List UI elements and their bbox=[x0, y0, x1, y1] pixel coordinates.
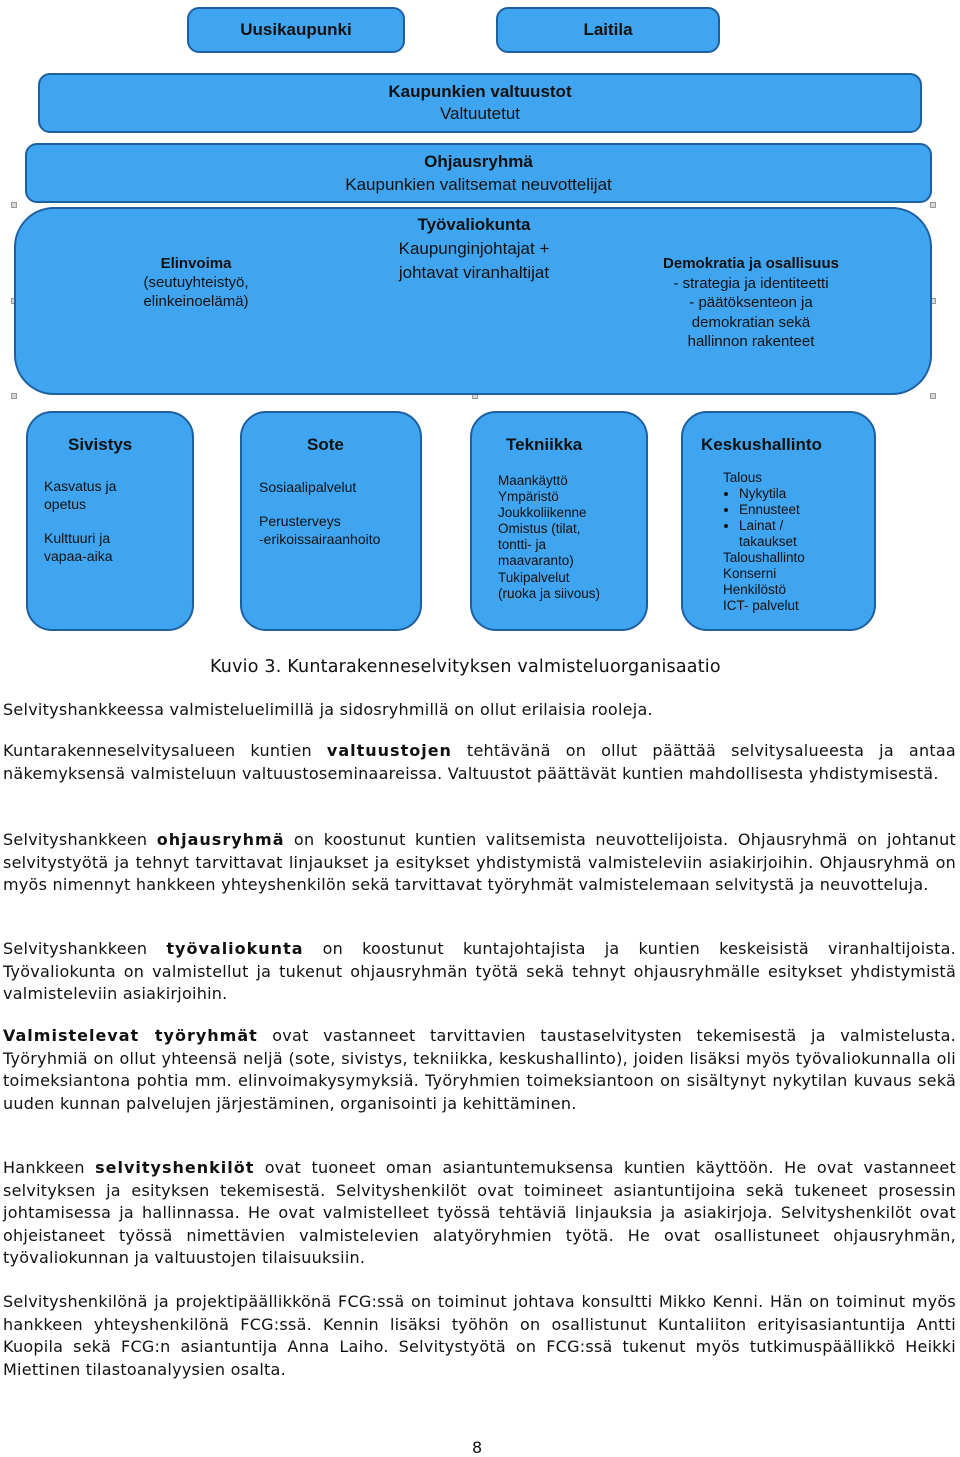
sote-title: Sote bbox=[307, 435, 344, 454]
keskushallinto-line: ICT- palvelut bbox=[723, 598, 799, 613]
figure-caption: Kuvio 3. Kuntarakenneselvityksen valmisteluorganisaatio bbox=[210, 657, 721, 677]
intro-paragraph: Selvityshankkeessa valmisteluelimillä ja sidosryhmillä on ollut erilaisia rooleja. bbox=[3, 700, 653, 719]
tyovaliokunta-box bbox=[14, 207, 932, 395]
keskushallinto-bullets bbox=[723, 486, 805, 534]
sivistys-title: Sivistys bbox=[68, 435, 133, 454]
tyovaliokunta-title: Työvaliokunta bbox=[417, 215, 531, 234]
uusikaupunki-label: Uusikaupunki bbox=[240, 20, 352, 39]
selection-handle bbox=[930, 393, 936, 399]
paragraph-selvityshenkilot bbox=[3, 1157, 956, 1270]
paragraph-tyovaliokunta bbox=[3, 938, 956, 1006]
tekniikka-title: Tekniikka bbox=[506, 435, 583, 454]
keskushallinto-title: Keskushallinto bbox=[701, 435, 822, 454]
paragraph-tyoryhmat bbox=[3, 1025, 956, 1115]
keskushallinto-takaukset: takaukset bbox=[739, 534, 797, 549]
p3-text-c: on koostunut kuntajohtajista ja kuntien keskeisistä viranhaltijoista. Työvaliokunta on valmistellut ja tukenut ohjausryhmän työtä sekä tehnyt ohjausryhmälle esitykset yhdistymistä valmisteleviin asiakirjoihin. bbox=[3, 939, 956, 1004]
keskushallinto-bullet: • Nykytila bbox=[739, 486, 805, 502]
tyovaliokunta-line1: Kaupunginjohtajat + bbox=[398, 239, 550, 258]
sote-line2: Perusterveys bbox=[259, 513, 341, 529]
elinvoima-line2: elinkeinoelämä) bbox=[143, 293, 249, 310]
valtuustot-box bbox=[38, 73, 922, 133]
sivistys-line4: vapaa-aika bbox=[44, 548, 113, 564]
tekniikka-line: maavaranto) bbox=[498, 553, 574, 569]
sivistys-box bbox=[26, 411, 194, 631]
valtuustot-title: Kaupunkien valtuustot bbox=[388, 82, 572, 101]
paragraph-valtuustot bbox=[3, 740, 956, 785]
p2-text-c: on koostunut kuntien valitsemista neuvottelijoista. Ohjausryhmä on johtanut selvitystyötä ja tehnyt tarvittavat linjaukset ja esitykset yhdistymistä valmisteleviin asiakirjoihin. Ohjausryhmä on myös nimennyt hankkeen yhteyshenkilön sekä tarvittavat työryhmät valmistelemaan selvitystä ja neuvotteluja. bbox=[3, 830, 956, 895]
sivistys-line1: Kasvatus ja bbox=[44, 478, 117, 494]
ohjausryhma-subtitle: Kaupunkien valitsemat neuvottelijat bbox=[345, 175, 612, 194]
ohjausryhma-box bbox=[25, 143, 932, 203]
p3-text-a: Selvityshankkeen bbox=[3, 939, 167, 958]
p1-text-c: tehtävänä on ollut päättää selvitysalueesta ja antaa näkemyksensä valmisteluun valtuustoseminaareissa. Valtuustot päättävät kuntien mahdollisesta yhdistymisestä. bbox=[3, 741, 956, 783]
tekniikka-line: (ruoka ja siivous) bbox=[498, 585, 601, 601]
paragraph-fcg: Selvityshenkilönä ja projektipäällikkönä FCG:ssä on toiminut johtava konsultti Mikko Kenni. Hän on toiminut myös hankkeen yhteyshenkilönä FCG:ssä. Kennin lisäksi työhön on osallistunut Kuntaliiton erityisasiantuntija Antti Kuopila sekä FCG:n asiantuntija Anna Laiho. Selvitystyötä on FCG:ssä tukenut myös tutkimuspäällikkö Heikki Miettinen tilastoanalyysien osalta. bbox=[3, 1292, 956, 1379]
sote-box bbox=[240, 411, 422, 631]
sivistys-line3: Kulttuuri ja bbox=[44, 530, 111, 546]
p1-text-a: Kuntarakenneselvitysalueen kuntien bbox=[3, 741, 327, 760]
demokratia-line2: - päätöksenteon ja bbox=[689, 294, 813, 311]
p3-bold: työvaliokunta bbox=[166, 939, 304, 958]
sivistys-line2: opetus bbox=[44, 496, 87, 512]
tekniikka-line: Ympäristö bbox=[498, 489, 559, 505]
p5-text-a: Hankkeen bbox=[3, 1158, 96, 1177]
p2-bold: ohjausryhmä bbox=[156, 830, 285, 849]
p5-text-c: ovat tuoneet oman asiantuntemuksensa kuntien käyttöön. He ovat vastanneet selvityksen ja esityksen tekemisestä. Selvityshenkilöt ovat toimineet asiantuntijoina sekä tukeneet prosessin johtamisessa ja hallinnassa. He ovat valmistelleet työssä tehtäviä linjauksia ja asiakirjoja. Selvityshenkilöt ovat ohjeistaneet työssä nimettävien valmistelevien alatyöryhmien työtä. He ovat osallistuneet ohjausryhmän, työvaliokunnan ja valtuustojen tilaisuuksiin. bbox=[3, 1158, 956, 1268]
keskushallinto-bullet: • Ennusteet bbox=[739, 502, 805, 518]
laitila-box bbox=[496, 7, 720, 53]
keskushallinto-bullet: • Lainat / bbox=[739, 518, 805, 534]
keskushallinto-box bbox=[681, 411, 876, 631]
demokratia-line3: demokratian sekä bbox=[691, 313, 811, 331]
p5-bold: selvityshenkilöt bbox=[95, 1158, 255, 1177]
p4-bold: Valmistelevat työryhmät bbox=[3, 1026, 258, 1045]
selection-handle bbox=[11, 393, 17, 399]
tekniikka-line: Omistus (tilat, bbox=[498, 521, 581, 537]
sote-line3: -erikoissairaanhoito bbox=[259, 531, 381, 547]
sote-line1: Sosiaalipalvelut bbox=[259, 479, 357, 495]
keskushallinto-line: Henkilöstö bbox=[723, 582, 787, 597]
paragraph-ohjausryhma bbox=[3, 829, 956, 897]
tekniikka-line: Maankäyttö bbox=[498, 473, 568, 488]
p1-bold: valtuustojen bbox=[326, 741, 452, 760]
keskushallinto-line: Taloushallinto bbox=[723, 550, 805, 565]
ohjausryhma-title: Ohjausryhmä bbox=[424, 152, 533, 171]
keskushallinto-line: Konserni bbox=[723, 566, 777, 581]
selection-handle bbox=[11, 202, 17, 208]
tekniikka-line: Joukkoliikenne bbox=[498, 505, 587, 521]
uusikaupunki-box bbox=[187, 7, 405, 53]
elinvoima-line1: (seutuyhteistyö, bbox=[143, 274, 249, 291]
laitila-label: Laitila bbox=[583, 20, 633, 39]
tekniikka-box bbox=[470, 411, 648, 631]
tekniikka-line: tontti- ja bbox=[498, 537, 547, 553]
keskushallinto-talous: Talous bbox=[723, 470, 763, 485]
valtuustot-subtitle: Valtuutetut bbox=[439, 104, 521, 123]
selection-handle bbox=[930, 202, 936, 208]
elinvoima-title: Elinvoima bbox=[160, 255, 232, 272]
demokratia-title: Demokratia ja osallisuus bbox=[663, 255, 839, 272]
tyovaliokunta-line2: johtavat viranhaltijat bbox=[398, 263, 550, 282]
demokratia-line1: - strategia ja identiteetti bbox=[673, 274, 829, 292]
tekniikka-line: Tukipalvelut bbox=[498, 569, 570, 585]
demokratia-line4: hallinnon rakenteet bbox=[687, 333, 815, 350]
p4-text-c: ovat vastanneet tarvittavien taustaselvitysten tekemisestä ja valmistelusta. Työryhmiä on ollut yhteensä neljä (sote, sivistys, tekniikka, keskushallinto), joiden lisäksi myös työvaliokunnalla oli toimeksiantona pohtia mm. elinvoimakysymyksiä. Työryhmien toimeksiantoon on sisältynyt nykytilan kuvaus sekä uuden kunnan palvelujen järjestäminen, organisointi ja kehittäminen. bbox=[3, 1026, 957, 1113]
p2-text-a: Selvityshankkeen bbox=[3, 830, 157, 849]
page-number: 8 bbox=[472, 1438, 483, 1457]
